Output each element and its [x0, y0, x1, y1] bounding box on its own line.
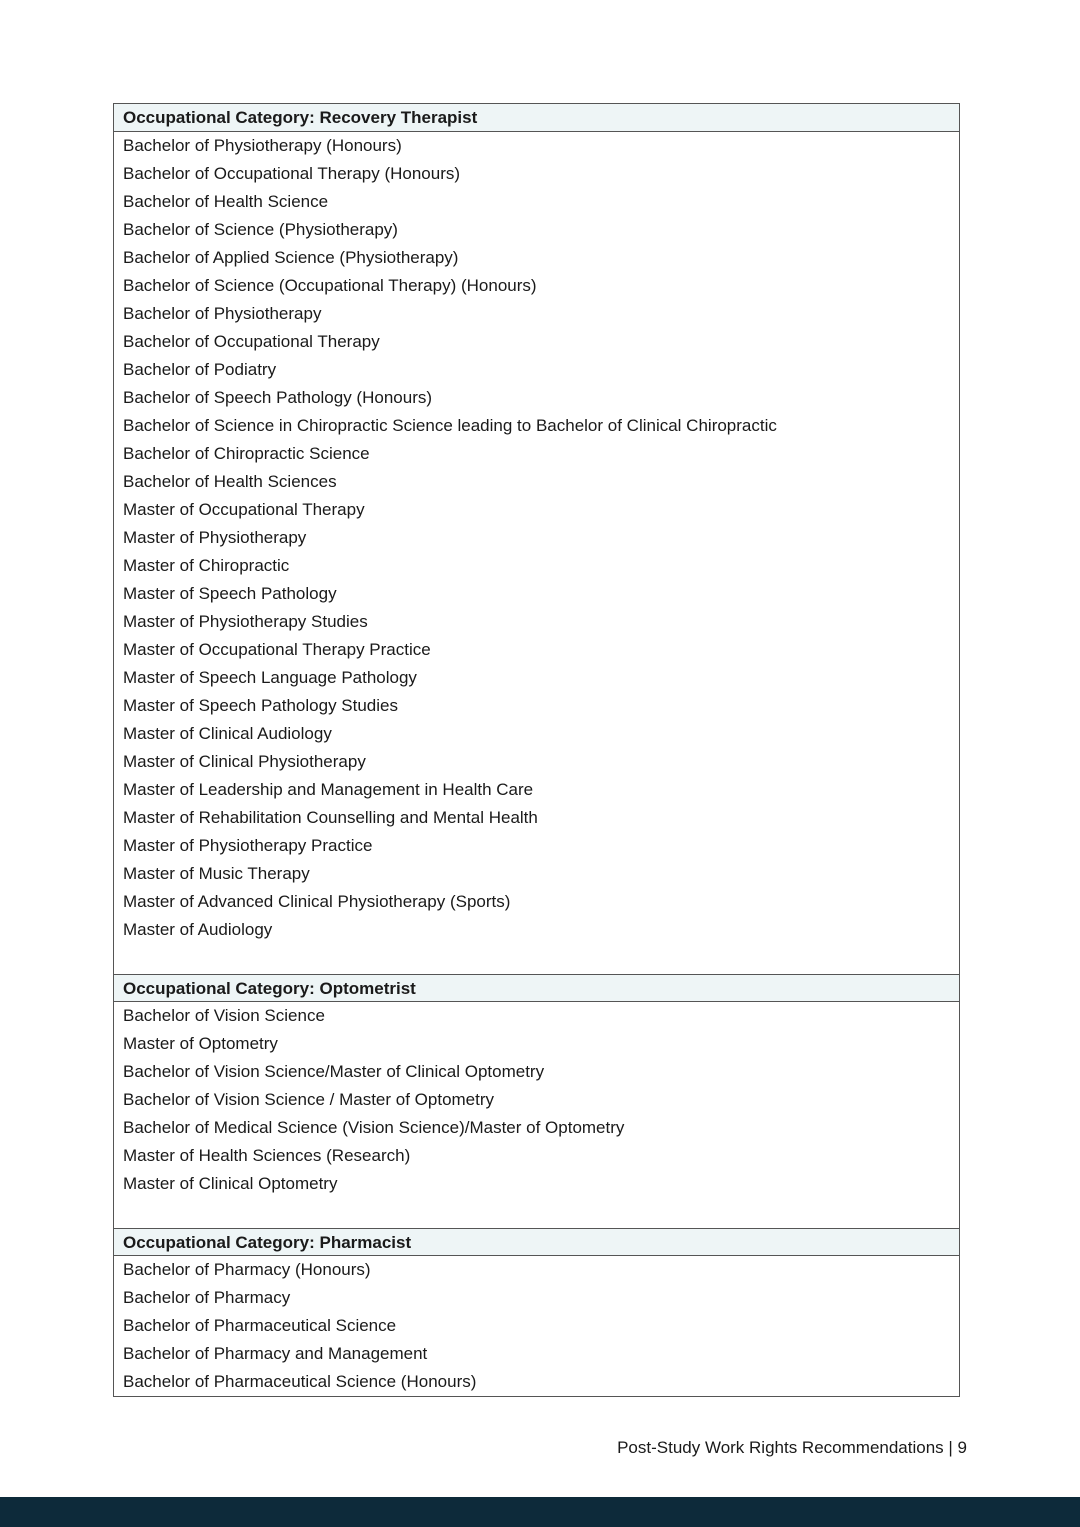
qualification-item: Bachelor of Vision Science / Master of Optometry	[123, 1090, 495, 1109]
qualification-item: Master of Rehabilitation Counselling and Mental Health	[123, 808, 538, 827]
qualification-item: Bachelor of Pharmacy and Management	[123, 1344, 428, 1363]
qualification-item: Bachelor of Pharmaceutical Science (Honours)	[123, 1372, 477, 1391]
recovery-therapist-list	[114, 132, 959, 944]
qualification-item: Bachelor of Pharmacy	[123, 1288, 291, 1307]
qualification-item: Bachelor of Health Sciences	[123, 472, 337, 491]
pharmacist-list	[114, 1256, 959, 1396]
qualification-item: Bachelor of Physiotherapy (Honours)	[123, 136, 402, 155]
qualification-item: Master of Leadership and Management in Health Care	[123, 780, 534, 799]
qualification-item: Bachelor of Vision Science/Master of Clinical Optometry	[123, 1062, 545, 1081]
section-spacer	[114, 944, 959, 974]
qualification-item: Bachelor of Pharmaceutical Science	[123, 1316, 397, 1335]
qualification-item: Bachelor of Podiatry	[123, 360, 277, 379]
qualification-item: Bachelor of Applied Science (Physiotherapy)	[123, 248, 459, 267]
footer-bar	[0, 1497, 1080, 1527]
qualification-item: Master of Clinical Physiotherapy	[123, 752, 366, 771]
qualification-item: Master of Physiotherapy Practice	[123, 836, 373, 855]
qualification-item: Bachelor of Science (Occupational Therapy) (Honours)	[123, 276, 537, 295]
qualification-item: Bachelor of Physiotherapy	[123, 304, 322, 323]
optometrist-list	[114, 1002, 959, 1198]
qualification-item: Bachelor of Chiropractic Science	[123, 444, 370, 463]
qualification-item: Bachelor of Vision Science	[123, 1006, 325, 1025]
qualification-item: Bachelor of Occupational Therapy (Honours)	[123, 164, 461, 183]
qualification-item: Master of Physiotherapy	[123, 528, 307, 547]
qualification-item: Bachelor of Science in Chiropractic Science leading to Bachelor of Clinical Chiropractic	[123, 416, 777, 435]
qualification-item: Bachelor of Science (Physiotherapy)	[123, 220, 398, 239]
qualification-item: Bachelor of Speech Pathology (Honours)	[123, 388, 433, 407]
section-header-optometrist: Occupational Category: Optometrist	[114, 974, 959, 1002]
qualification-item: Master of Speech Pathology	[123, 584, 337, 603]
qualification-item: Master of Chiropractic	[123, 556, 290, 575]
qualification-item: Bachelor of Medical Science (Vision Science)/Master of Optometry	[123, 1118, 625, 1137]
section-header-pharmacist: Occupational Category: Pharmacist	[114, 1228, 959, 1256]
qualification-item: Master of Occupational Therapy	[123, 500, 365, 519]
qualification-item: Master of Advanced Clinical Physiotherapy (Sports)	[123, 892, 511, 911]
qualifications-table	[113, 103, 960, 1397]
qualification-item: Master of Audiology	[123, 920, 273, 939]
section-header-recovery-therapist: Occupational Category: Recovery Therapist	[114, 104, 959, 132]
qualification-item: Master of Speech Language Pathology	[123, 668, 417, 687]
qualification-item: Master of Clinical Audiology	[123, 724, 332, 743]
qualification-item: Bachelor of Pharmacy (Honours)	[123, 1260, 371, 1279]
qualification-item: Bachelor of Occupational Therapy	[123, 332, 380, 351]
qualification-item: Master of Speech Pathology Studies	[123, 696, 398, 715]
section-spacer	[114, 1198, 959, 1228]
qualification-item: Master of Physiotherapy Studies	[123, 612, 368, 631]
qualification-item: Master of Occupational Therapy Practice	[123, 640, 431, 659]
qualification-item: Bachelor of Health Science	[123, 192, 329, 211]
page-footer-label: Post-Study Work Rights Recommendations | 9	[617, 1438, 967, 1457]
qualification-item: Master of Music Therapy	[123, 864, 310, 883]
qualification-item: Master of Clinical Optometry	[123, 1174, 338, 1193]
qualification-item: Master of Health Sciences (Research)	[123, 1146, 411, 1165]
qualification-item: Master of Optometry	[123, 1034, 278, 1053]
